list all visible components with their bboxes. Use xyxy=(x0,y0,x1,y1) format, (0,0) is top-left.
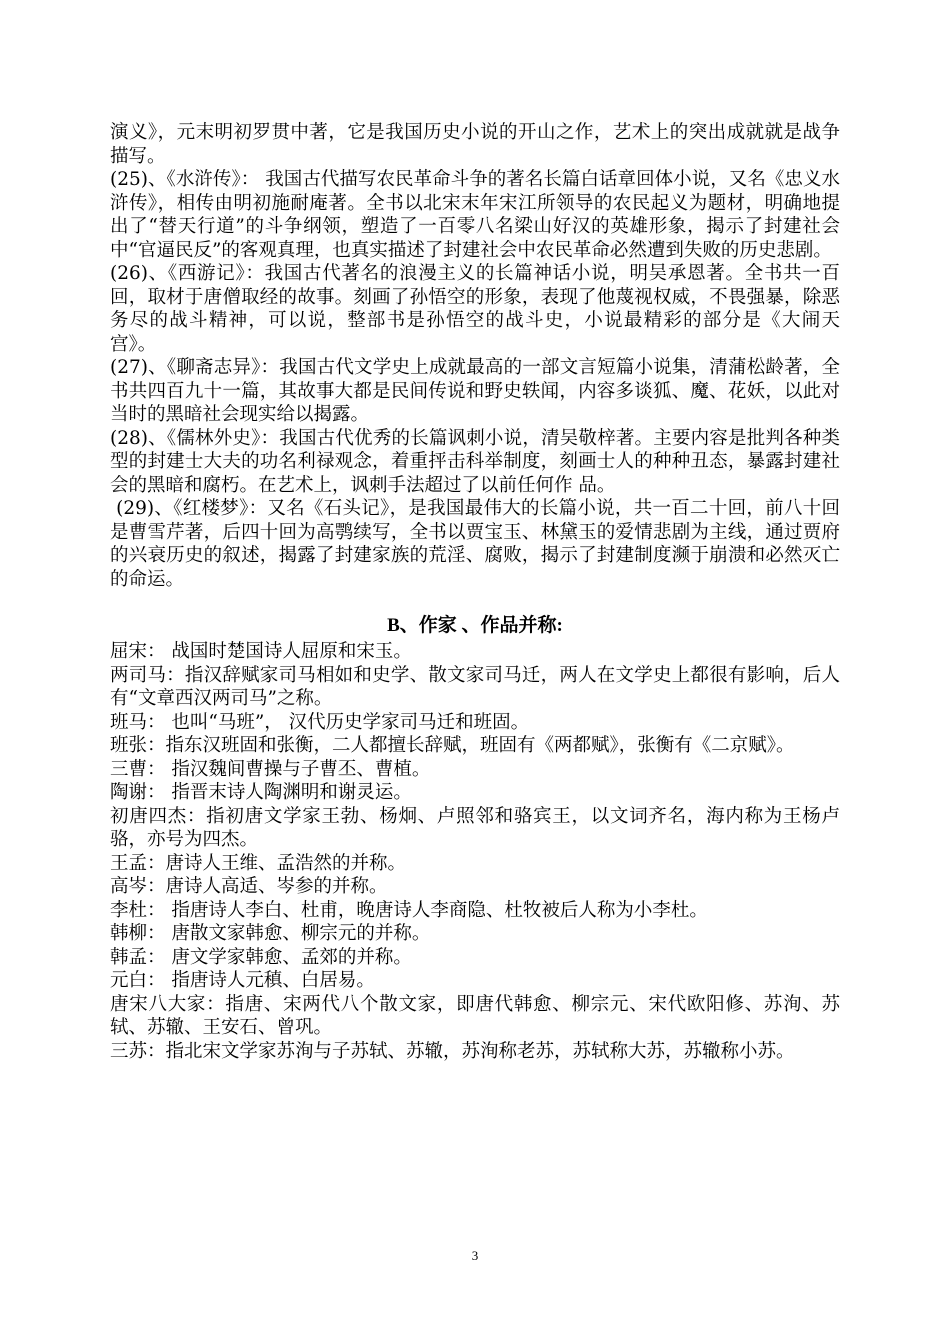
list-item: 陶谢： 指晋末诗人陶渊明和谢灵运。 xyxy=(110,782,412,803)
section-title: B、作家 、作品并称: xyxy=(387,615,563,636)
page-number: 3 xyxy=(471,1248,479,1263)
list-item: 两司马：指汉辞赋家司马相如和史学、散文家司马迁，两人在文学史上都很有影响，后人有“文章西汉两司马”之称。 xyxy=(110,664,840,709)
paragraph-shuihu: (25)、《水浒传》： 我国古代描写农民革命斗争的著名长篇白话章回体小说，又名《忠义水浒传》，相传由明初施耐庵著。全书以北宋末年宋江所领导的农民起义为题材，明确地提出了“替天行道”的斗争纲领，塑造了一百零八名梁山好汉的英雄形象，揭示了封建社会中“官逼民反”的客观真理，也真实描述了封建社会中农民革命必然遭到失败的历史悲剧。 xyxy=(110,169,840,261)
list-item: 屈宋： 战国时楚国诗人屈原和宋玉。 xyxy=(110,641,412,662)
list-item: 韩孟： 唐文学家韩愈、孟郊的并称。 xyxy=(110,946,412,968)
list-item: 三曹： 指汉魏间曹操与子曹丕、曹植。 xyxy=(110,758,431,780)
list-item: 元白： 指唐诗人元稹、白居易。 xyxy=(110,970,375,991)
paragraph-liaozhai: (27)、《聊斋志异》：我国古代文学史上成就最高的一部文言短篇小说集，清蒲松龄著，全书共四百九十一篇，其故事大都是民间传说和野史轶闻，内容多谈狐、魔、花妖，以此对当时的黑暗社会现实给以揭露。 xyxy=(110,357,840,425)
list-item: 韩柳： 唐散文家韩愈、柳宗元的并称。 xyxy=(110,923,431,944)
list-item: 三苏：指北宋文学家苏洵与子苏轼、苏辙，苏洵称老苏，苏轼称大苏，苏辙称小苏。 xyxy=(110,1040,795,1062)
list-item: 班马： 也叫“马班”， 汉代历史学家司马迁和班固。 xyxy=(110,711,530,733)
list-item: 高岑：唐诗人高适、岑参的并称。 xyxy=(110,876,388,897)
paragraph-honglou: (29)、《红楼梦》：又名《石头记》，是我国最伟大的长篇小说，共一百二十回，前八十回是曹雪芹著，后四十回为高鹗续写，全书以贾宝玉、林黛玉的爱情悲剧为主线，通过贾府的兴衰历史的叙述，揭露了封建家族的荒淫、腐败，揭示了封建制度濒于崩溃和必然灭亡的命运。 xyxy=(110,498,840,590)
paragraph-rulin: (28)、《儒林外史》：我国古代优秀的长篇讽刺小说，清吴敬梓著。主要内容是批判各种类型的封建士大夫的功名利禄观念，着重抨击科举制度，刻画士人的种种丑态，暴露封建社会的黑暗和腐朽。在艺术上，讽刺手法超过了以前任何作 品。 xyxy=(110,427,840,496)
document-body xyxy=(110,121,840,1063)
list-item: 李杜： 指唐诗人李白、杜甫，晚唐诗人李商隐、杜牧被后人称为小李杜。 xyxy=(110,899,708,921)
list-item: 班张：指东汉班固和张衡，二人都擅长辞赋，班固有《两都赋》，张衡有《二京赋》。 xyxy=(110,735,795,756)
list-item: 初唐四杰：指初唐文学家王勃、杨炯、卢照邻和骆宾王，以文词齐名，海内称为王杨卢骆，亦号为四杰。 xyxy=(110,805,840,850)
list-item: 王孟：唐诗人王维、孟浩然的并称。 xyxy=(110,852,407,874)
paragraph-xiyou: (26)、《西游记》：我国古代著名的浪漫主义的长篇神话小说，明吴承恩著。全书共一百回，取材于唐僧取经的故事。刻画了孙悟空的形象，表现了他蔑视权威，不畏强暴，除恶务尽的战斗精神，可以说，整部书是孙悟空的战斗史，小说最精彩的部分是《大闹天宫》。 xyxy=(110,263,840,355)
paragraph-sanguo-end: 演义》，元末明初罗贯中著，它是我国历史小说的开山之作，艺术上的突出成就就是战争描写。 xyxy=(110,122,840,167)
list-item: 唐宋八大家：指唐、宋两代八个散文家，即唐代韩愈、柳宗元、宋代欧阳修、苏洵、苏轼、苏辙、王安石、曾巩。 xyxy=(110,993,840,1038)
